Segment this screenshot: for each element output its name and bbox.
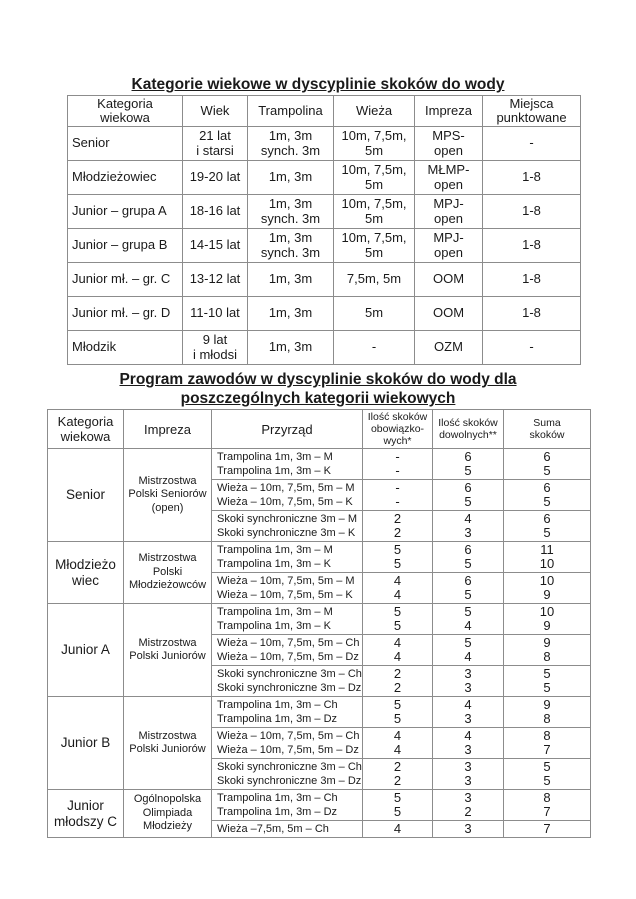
cell-miejsca: 1-8 [483, 229, 581, 263]
cell-kategoria: Junior młodszy C [48, 790, 124, 838]
table-row [68, 161, 581, 195]
cell-suma: 5 5 [504, 666, 591, 697]
cell-miejsca: 1-8 [483, 195, 581, 229]
cell-wieza: 10m, 7,5m, 5m [334, 161, 415, 195]
cell-dow: 5 4 [433, 604, 504, 635]
cell-obow: 5 5 [363, 697, 433, 728]
cell-impreza: OOM [415, 297, 483, 331]
header-trampolina: Trampolina [248, 96, 334, 127]
cell-miejsca: - [483, 331, 581, 365]
cell-obow: 4 [363, 821, 433, 838]
cell-impreza: Mistrzostwa Polski Seniorów (open) [124, 449, 212, 542]
cell-suma: 5 5 [504, 759, 591, 790]
header-impreza: Impreza [415, 96, 483, 127]
cell-kategoria: Junior mł. – gr. D [68, 297, 183, 331]
header-dowolne: Ilość skoków dowolnych** [433, 410, 504, 449]
cell-kategoria: Senior [48, 449, 124, 542]
table2-header-row [48, 410, 591, 449]
cell-impreza: MPJ- open [415, 229, 483, 263]
cell-przyrzad: Trampolina 1m, 3m – M Trampolina 1m, 3m – K [212, 542, 363, 573]
cell-trampolina: 1m, 3m [248, 297, 334, 331]
cell-przyrzad: Skoki synchroniczne 3m – M Skoki synchroniczne 3m – K [212, 511, 363, 542]
cell-impreza: MPS- open [415, 127, 483, 161]
cell-wieza: 7,5m, 5m [334, 263, 415, 297]
cell-wieza: 5m [334, 297, 415, 331]
header-miejsca: Miejsca punktowane [483, 96, 581, 127]
cell-miejsca: 1-8 [483, 297, 581, 331]
cell-suma: 8 7 [504, 728, 591, 759]
cell-wieza: 10m, 7,5m, 5m [334, 229, 415, 263]
cell-impreza: OOM [415, 263, 483, 297]
cell-przyrzad: Wieża – 10m, 7,5m, 5m – M Wieża – 10m, 7,5m, 5m – K [212, 480, 363, 511]
cell-kategoria: Junior – grupa A [68, 195, 183, 229]
cell-dow: 4 3 [433, 728, 504, 759]
cell-impreza: Mistrzostwa Polski Juniorów [124, 604, 212, 697]
cell-wiek: 14-15 lat [183, 229, 248, 263]
cell-trampolina: 1m, 3m [248, 331, 334, 365]
cell-wieza: 10m, 7,5m, 5m [334, 127, 415, 161]
cell-wiek: 19-20 lat [183, 161, 248, 195]
cell-przyrzad: Trampolina 1m, 3m – M Trampolina 1m, 3m – K [212, 604, 363, 635]
cell-miejsca: 1-8 [483, 161, 581, 195]
cell-wiek: 13-12 lat [183, 263, 248, 297]
cell-obow: 2 2 [363, 511, 433, 542]
cell-przyrzad: Skoki synchroniczne 3m – Ch Skoki synchroniczne 3m – Dz [212, 666, 363, 697]
cell-dow: 6 5 [433, 449, 504, 480]
cell-dow: 6 5 [433, 573, 504, 604]
cell-impreza: Ogólnopolska Olimpiada Młodzieży [124, 790, 212, 838]
table-row [68, 229, 581, 263]
cell-obow: 5 5 [363, 542, 433, 573]
cell-obow: 5 5 [363, 790, 433, 821]
cell-obow: 4 4 [363, 635, 433, 666]
cell-dow: 3 3 [433, 759, 504, 790]
cell-przyrzad: Trampolina 1m, 3m – Ch Trampolina 1m, 3m – Dz [212, 790, 363, 821]
cell-impreza: MPJ- open [415, 195, 483, 229]
cell-kategoria: Senior [68, 127, 183, 161]
cell-impreza: Mistrzostwa Polski Młodzieżowców [124, 542, 212, 604]
header-impreza: Impreza [124, 410, 212, 449]
cell-obow: - - [363, 449, 433, 480]
cell-kategoria: Junior mł. – gr. C [68, 263, 183, 297]
cell-obow: 4 4 [363, 573, 433, 604]
cell-obow: 2 2 [363, 666, 433, 697]
cell-kategoria: Junior – grupa B [68, 229, 183, 263]
cell-dow: 6 5 [433, 542, 504, 573]
table-row [68, 263, 581, 297]
table-row [68, 127, 581, 161]
cell-wieza: - [334, 331, 415, 365]
table-row [68, 331, 581, 365]
table-row [48, 790, 591, 821]
cell-suma: 8 7 [504, 790, 591, 821]
cell-kategoria: Młodzieżowiec [68, 161, 183, 195]
cell-obow: 4 4 [363, 728, 433, 759]
table-row [48, 604, 591, 635]
table-row [48, 449, 591, 480]
cell-suma: 9 8 [504, 635, 591, 666]
cell-suma: 6 5 [504, 480, 591, 511]
table-row [48, 697, 591, 728]
cell-wiek: 18-16 lat [183, 195, 248, 229]
cell-przyrzad: Skoki synchroniczne 3m – Ch Skoki synchroniczne 3m – Dz [212, 759, 363, 790]
cell-trampolina: 1m, 3m synch. 3m [248, 127, 334, 161]
cell-kategoria: Młodzik [68, 331, 183, 365]
cell-dow: 3 3 [433, 666, 504, 697]
cell-dow: 5 4 [433, 635, 504, 666]
cell-przyrzad: Trampolina 1m, 3m – M Trampolina 1m, 3m – K [212, 449, 363, 480]
cell-obow: 2 2 [363, 759, 433, 790]
cell-przyrzad: Wieża – 10m, 7,5m, 5m – Ch Wieża – 10m, 7,5m, 5m – Dz [212, 635, 363, 666]
cell-obow: - - [363, 480, 433, 511]
competition-program-table [47, 409, 591, 838]
cell-suma: 9 8 [504, 697, 591, 728]
table-row [68, 297, 581, 331]
header-obowiazkowe: Ilość skoków obowiązko- wych* [363, 410, 433, 449]
cell-przyrzad: Wieża – 10m, 7,5m, 5m – Ch Wieża – 10m, 7,5m, 5m – Dz [212, 728, 363, 759]
cell-kategoria: Junior B [48, 697, 124, 790]
cell-impreza: OZM [415, 331, 483, 365]
cell-miejsca: 1-8 [483, 263, 581, 297]
cell-impreza: Mistrzostwa Polski Juniorów [124, 697, 212, 790]
cell-dow: 4 3 [433, 511, 504, 542]
cell-wiek: 9 lat i młodsi [183, 331, 248, 365]
cell-wieza: 10m, 7,5m, 5m [334, 195, 415, 229]
header-kategoria: Kategoria wiekowa [48, 410, 124, 449]
cell-miejsca: - [483, 127, 581, 161]
cell-suma: 7 [504, 821, 591, 838]
cell-suma: 6 5 [504, 449, 591, 480]
header-wiek: Wiek [183, 96, 248, 127]
header-wieza: Wieża [334, 96, 415, 127]
cell-dow: 4 3 [433, 697, 504, 728]
cell-wiek: 21 lat i starsi [183, 127, 248, 161]
cell-kategoria: Młodzieżo wiec [48, 542, 124, 604]
header-suma: Suma skoków [504, 410, 591, 449]
age-categories-table [67, 95, 581, 365]
cell-trampolina: 1m, 3m [248, 263, 334, 297]
table-row [68, 195, 581, 229]
table1-header-row [68, 96, 581, 127]
cell-dow: 3 [433, 821, 504, 838]
cell-dow: 6 5 [433, 480, 504, 511]
cell-obow: 5 5 [363, 604, 433, 635]
cell-suma: 6 5 [504, 511, 591, 542]
table1-title: Kategorie wiekowe w dyscyplinie skoków do wody [131, 76, 505, 93]
cell-suma: 10 9 [504, 573, 591, 604]
cell-kategoria: Junior A [48, 604, 124, 697]
table-row [48, 542, 591, 573]
cell-przyrzad: Trampolina 1m, 3m – Ch Trampolina 1m, 3m – Dz [212, 697, 363, 728]
table2-title-line1: Program zawodów w dyscyplinie skoków do wody dla [119, 371, 517, 388]
cell-przyrzad: Wieża – 10m, 7,5m, 5m – M Wieża – 10m, 7,5m, 5m – K [212, 573, 363, 604]
cell-trampolina: 1m, 3m synch. 3m [248, 195, 334, 229]
table2-title-line2: poszczególnych kategorii wiekowych [180, 390, 456, 407]
cell-trampolina: 1m, 3m [248, 161, 334, 195]
cell-impreza: MŁMP- open [415, 161, 483, 195]
header-kategoria: Kategoria wiekowa [68, 96, 183, 127]
cell-dow: 3 2 [433, 790, 504, 821]
header-przyrzad: Przyrząd [212, 410, 363, 449]
cell-trampolina: 1m, 3m synch. 3m [248, 229, 334, 263]
cell-przyrzad: Wieża –7,5m, 5m – Ch [212, 821, 363, 838]
cell-suma: 10 9 [504, 604, 591, 635]
cell-wiek: 11-10 lat [183, 297, 248, 331]
cell-suma: 11 10 [504, 542, 591, 573]
